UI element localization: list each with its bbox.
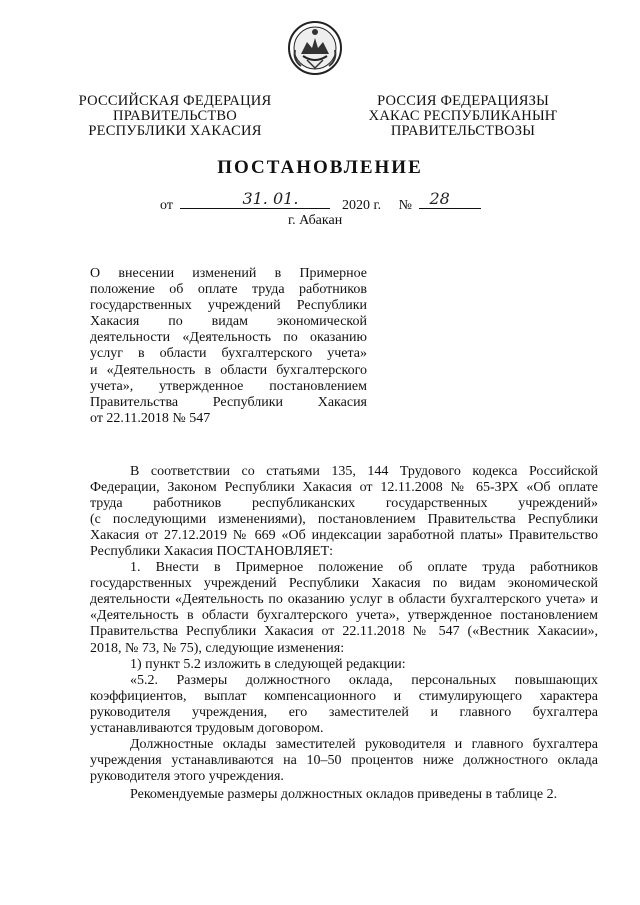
body-line: (с последующими изменениями), постановлением Правительства Республики: [90, 512, 598, 528]
subject-line: от 22.11.2018 № 547: [90, 410, 211, 426]
body-line: Должностные оклады заместителей руководителя и главного бухгалтера: [130, 736, 598, 752]
header-right-line: РОССИЯ ФЕДЕРАЦИЯЗЫ: [377, 93, 549, 109]
header-left-russian: [60, 94, 290, 139]
date-number-line: [160, 189, 481, 214]
body-line: Хакасия от 27.12.2019 № 669 «Об индексации заработной платы» Правительство: [90, 528, 598, 544]
body-line: 1) пункт 5.2 изложить в следующей редакции:: [130, 656, 406, 672]
body-line: устанавливаются трудовым договором.: [90, 720, 324, 736]
subject-line: и «Деятельность в области бухгалтерского: [90, 362, 367, 378]
body-line: 2018, № 73, № 75), следующие изменения:: [90, 640, 345, 656]
body-line: руководителя учреждения, его заместителей и главного бухгалтера: [90, 704, 598, 720]
subject-line: государственных учреждений Республики: [90, 298, 367, 314]
subject-line: О внесении изменений в Примерное: [90, 266, 367, 281]
body-line: Федерации, Законом Республики Хакасия от 12.11.2008 № 65-ЗРХ «Об оплате: [90, 480, 598, 496]
subject-line: деятельности «Деятельность по оказанию: [90, 330, 367, 346]
header-right-line: ПРАВИТЕЛЬСТВОЗЫ: [390, 123, 536, 139]
body-line: Правительства Республики Хакасия от 22.11.2018 № 547 («Вестник Хакасии»,: [90, 624, 598, 640]
body-line: учреждения устанавливаются на 10–50 процентов ниже должностного оклада: [90, 752, 598, 768]
city-label: г. Абакан: [288, 213, 343, 228]
header-left-line: РОССИЙСКАЯ ФЕДЕРАЦИЯ: [78, 93, 272, 109]
body-line: 1. Внести в Примерное положение об оплате труда работников: [130, 560, 598, 576]
body-line: труда работников республиканских государственных учреждений»: [90, 496, 598, 512]
body-line: руководителя этого учреждения.: [90, 768, 284, 784]
body-text: [90, 464, 598, 803]
number-handwritten: 28: [429, 189, 450, 208]
coat-of-arms-emblem: [287, 20, 343, 76]
date-handwritten: 31. 01.: [242, 189, 299, 208]
body-line: В соответствии со статьями 135, 144 Трудового кодекса Российской: [130, 464, 598, 479]
body-line: деятельности «Деятельность по оказанию услуг в области бухгалтерского учета» и: [90, 592, 598, 608]
number-field: [419, 189, 481, 209]
document-title: ПОСТАНОВЛЕНИЕ: [217, 157, 423, 178]
number-sign: №: [398, 198, 412, 213]
date-prefix: от: [160, 198, 173, 213]
header-right-line: ХАКАС РЕСПУБЛИКАНЫҤ: [368, 108, 558, 124]
subject-line: Правительства Республики Хакасия: [90, 394, 367, 410]
body-line: «Деятельность в области бухгалтерского учета», утвержденное постановлением: [90, 608, 598, 624]
body-line: Республики Хакасия ПОСТАНОВЛЯЕТ:: [90, 544, 334, 560]
year-label: 2020 г.: [341, 198, 382, 213]
header-right-khakas: [338, 94, 588, 139]
body-line: коэффициентов, выплат компенсационного и стимулирующего характера: [90, 688, 598, 704]
header-left-line: ПРАВИТЕЛЬСТВО: [113, 108, 237, 124]
subject-line: учета», утвержденное постановлением: [90, 378, 367, 394]
body-line: Рекомендуемые размеры должностных окладов приведены в таблице 2.: [130, 786, 558, 802]
subject-block: [90, 266, 367, 427]
subject-line: услуг в области бухгалтерского учета»: [90, 346, 367, 362]
date-field: [180, 189, 330, 209]
subject-line: Хакасия по видам экономической: [90, 314, 367, 330]
subject-line: положение об оплате труда работников: [90, 282, 367, 298]
body-line: «5.2. Размеры должностного оклада, персональных повышающих: [130, 672, 598, 688]
header-left-line: РЕСПУБЛИКИ ХАКАСИЯ: [88, 123, 262, 139]
body-line: государственных учреждений Республики Хакасия по видам экономической: [90, 576, 598, 592]
